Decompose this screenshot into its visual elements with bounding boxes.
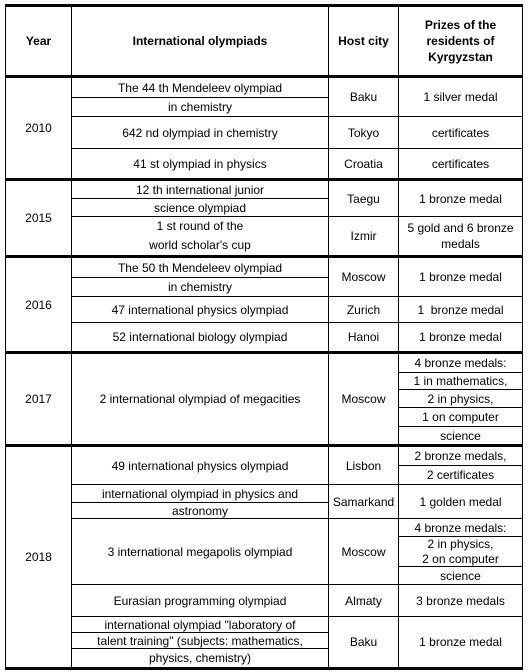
prize-cell: 1 bronze medal bbox=[419, 635, 502, 649]
olympiad-cell-continued: talent training" (subjects: mathematics, bbox=[97, 633, 303, 648]
city-cell: Hanoi bbox=[347, 330, 380, 344]
olympiad-cell-continued: astronomy bbox=[171, 503, 229, 518]
city-cell: Taegu bbox=[347, 191, 380, 206]
city-cell: Baku bbox=[349, 90, 378, 104]
olympiad-cell bbox=[72, 217, 328, 255]
prize-line: science bbox=[440, 428, 481, 443]
table-border-right bbox=[522, 5, 523, 670]
prize-cell: 1 silver medal bbox=[423, 90, 498, 104]
prize-cell: 1 golden medal bbox=[419, 494, 502, 509]
city-cell: Croatia bbox=[344, 156, 383, 171]
city-cell: Samarkand bbox=[332, 494, 395, 509]
olympiad-cell-continued: in chemistry bbox=[167, 280, 232, 294]
city-cell: Baku bbox=[349, 635, 378, 649]
olympiad-cell: Eurasian programming olympiad bbox=[113, 593, 287, 608]
olympiad-cell-continued: in chemistry bbox=[167, 100, 232, 114]
prize-line: 2 on computer bbox=[422, 551, 499, 566]
year-cell-2017: 2017 bbox=[25, 392, 52, 406]
prize-line: 2 bronze medals, bbox=[414, 449, 507, 463]
olympiad-cell: 3 international megapolis olympiad bbox=[107, 544, 293, 559]
olympiad-cell: 41 st olympiad in physics bbox=[133, 156, 267, 171]
prize-line: 2 in physics, bbox=[427, 391, 494, 406]
header-prizes: Prizes of the residents of Kyrgyzstan bbox=[424, 18, 497, 64]
city-cell: Almaty bbox=[345, 593, 382, 608]
olympiad-line: world scholar's cup bbox=[149, 238, 251, 252]
prize-cell: 1 bronze medal bbox=[419, 270, 502, 284]
olympiad-cell: international olympiad "laboratory of bbox=[104, 617, 296, 632]
olympiad-cell: The 44 th Mendeleev olympiad bbox=[117, 80, 283, 95]
olympiad-cell: 47 international physics olympiad bbox=[111, 302, 289, 317]
prize-cell: 1 bronze medal bbox=[419, 191, 502, 206]
prize-cell: 1 bronze medal bbox=[419, 330, 502, 344]
city-cell: Izmir bbox=[350, 229, 377, 243]
prize-line: 4 bronze medals: bbox=[414, 520, 507, 535]
year-cell-2018: 2018 bbox=[25, 550, 52, 564]
prize-line: 1 in mathematics, bbox=[413, 374, 508, 388]
city-cell: Zurich bbox=[346, 302, 381, 317]
prize-line: 2 certificates bbox=[426, 468, 495, 482]
city-cell: Lisbon bbox=[345, 458, 382, 473]
prize-cell: 3 bronze medals bbox=[416, 593, 505, 608]
header-olympiads: International olympiads bbox=[132, 34, 268, 48]
olympiad-cell: 12 th international junior bbox=[135, 182, 265, 197]
header-host-city: Host city bbox=[338, 34, 389, 48]
prize-cell: 5 gold and 6 bronze medals bbox=[407, 221, 514, 251]
year-cell-2010: 2010 bbox=[25, 121, 52, 135]
header-year: Year bbox=[25, 34, 52, 48]
olympiad-cell: 642 nd olympiad in chemistry bbox=[122, 125, 278, 140]
prize-line: 4 bronze medals: bbox=[414, 356, 507, 370]
city-cell: Moscow bbox=[341, 544, 386, 559]
prize-cell: certificates bbox=[431, 156, 490, 171]
table-border-bottom bbox=[5, 667, 523, 670]
olympiad-cell: 52 international biology olympiad bbox=[112, 330, 288, 344]
year-cell-2016: 2016 bbox=[25, 297, 52, 312]
olympiad-cell-continued: physics, chemistry) bbox=[148, 651, 252, 665]
olympiad-cell-continued: science olympiad bbox=[153, 200, 247, 215]
year-cell-2015: 2015 bbox=[25, 211, 52, 225]
prize-cell: certificates bbox=[431, 125, 490, 140]
prize-cell: 1 bronze medal bbox=[417, 302, 504, 317]
prize-line: science bbox=[440, 568, 481, 583]
city-cell: Moscow bbox=[341, 392, 386, 406]
prize-line: 2 in physics, bbox=[427, 536, 494, 551]
city-cell: Moscow bbox=[341, 270, 386, 284]
olympiad-cell: The 50 th Mendeleev olympiad bbox=[117, 260, 283, 275]
city-cell: Tokyo bbox=[347, 125, 380, 140]
olympiad-line: 1 st round of the bbox=[156, 219, 244, 233]
prize-line: 1 on computer bbox=[422, 410, 499, 424]
olympiad-cell: international olympiad in physics and bbox=[101, 486, 299, 501]
olympiad-cell: 49 international physics olympiad bbox=[111, 458, 289, 473]
olympiad-cell: 2 international olympiad of megacities bbox=[99, 392, 301, 406]
